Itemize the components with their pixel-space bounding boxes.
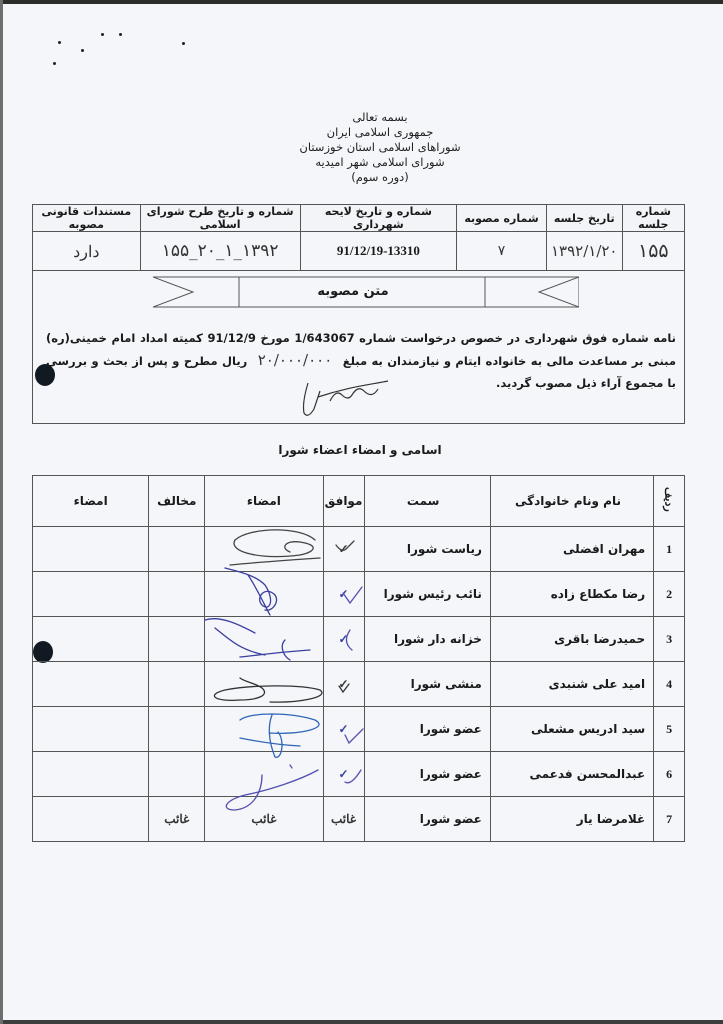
- oppose-cell: [149, 707, 205, 752]
- header-signature: امضاء: [205, 476, 323, 527]
- oppose-cell: [149, 662, 205, 707]
- legal-documents-value: دارد: [33, 232, 141, 271]
- header-municipality-bill: شماره و تاریخ لایحه شهرداری: [300, 205, 456, 232]
- header-index-label: ردیف: [662, 486, 675, 512]
- signature-2-cell: [33, 572, 149, 617]
- row-index: 3: [654, 617, 685, 662]
- header-signature-2: امضاء: [33, 476, 149, 527]
- member-name: سید ادریس مشعلی: [490, 707, 653, 752]
- oppose-cell: [149, 617, 205, 662]
- row-index: 4: [654, 662, 685, 707]
- handwritten-amount: ۲۰/۰۰۰/۰۰۰: [257, 351, 333, 369]
- header-line-country: جمهوری اسلامی ایران: [326, 125, 434, 139]
- session-number-value: ۱۵۵: [622, 232, 684, 271]
- letterhead: [260, 110, 500, 185]
- member-role: عضو شورا: [364, 797, 490, 842]
- member-role: عضو شورا: [364, 752, 490, 797]
- table-row: [33, 752, 685, 797]
- header-line-province: شوراهای اسلامی استان خوزستان: [299, 140, 461, 154]
- signature-cell: [205, 572, 323, 617]
- agree-mark: ✓: [323, 752, 364, 797]
- scan-speck: [58, 41, 61, 44]
- resolution-text-part2: ریال مطرح و پس از بحث و بررسی با مجموع آراء ذیل مصوب گردید.: [46, 354, 676, 390]
- signature-cell: [205, 617, 323, 662]
- signature-2-cell: [33, 662, 149, 707]
- scan-speck: [119, 33, 122, 36]
- amount-words-scribble: [304, 381, 389, 415]
- scan-edge-left: [0, 0, 3, 1024]
- agree-mark: ✓: [323, 707, 364, 752]
- signature-2-cell: [33, 752, 149, 797]
- row-index: 2: [654, 572, 685, 617]
- member-name: امید علی شنبدی: [490, 662, 653, 707]
- scan-speck: [81, 49, 84, 52]
- header-council-plan: شماره و تاریخ طرح شورای اسلامی: [140, 205, 300, 232]
- handwritten-amount-in-words: [288, 375, 408, 423]
- table-row: [33, 617, 685, 662]
- member-name: حمیدرضا باقری: [490, 617, 653, 662]
- header-name: نام ونام خانوادگی: [490, 476, 653, 527]
- header-role: سمت: [364, 476, 490, 527]
- member-name: غلامرضا یار: [490, 797, 653, 842]
- municipality-bill-value: 91/12/19-13310: [300, 232, 456, 271]
- oppose-cell: [149, 752, 205, 797]
- table-row: [33, 662, 685, 707]
- session-date-value: ۱۳۹۲/۱/۲۰: [546, 232, 622, 271]
- signature-cell: [205, 752, 323, 797]
- header-line-city: شورای اسلامی شهر امیدیه: [315, 155, 445, 169]
- member-name: مهران افضلی: [490, 527, 653, 572]
- resolution-number-value: ۷: [457, 232, 547, 271]
- scan-speck: [101, 33, 104, 36]
- member-role: خزانه دار شورا: [364, 617, 490, 662]
- absent-mark: غائب: [323, 797, 364, 842]
- banner-left-tail: [153, 277, 193, 307]
- member-name: عبدالمحسن فدعمی: [490, 752, 653, 797]
- session-info-table: [32, 204, 685, 271]
- table-row: [33, 797, 685, 842]
- header-resolution-number: شماره مصوبه: [457, 205, 547, 232]
- agree-mark: ✓: [323, 662, 364, 707]
- members-section-title: اسامی و امضاء اعضاء شورا: [278, 443, 442, 457]
- member-role: منشی شورا: [364, 662, 490, 707]
- resolution-text-part1: نامه شماره فوق شهرداری در خصوص درخواست شماره 1/643067 مورخ 91/12/9 کمیته امداد امام خمینی(ره) مبنی بر مساعدت مالی به خانواده ایتام و نیازمندان به مبلغ: [46, 331, 676, 368]
- member-role: ریاست شورا: [364, 527, 490, 572]
- table-row: [33, 527, 685, 572]
- header-session-date: تاریخ جلسه: [546, 205, 622, 232]
- resolution-title: متن مصوبه: [317, 284, 389, 299]
- oppose-cell: [149, 572, 205, 617]
- header-agree: موافق: [323, 476, 364, 527]
- council-plan-value: ۱۳۹۲_۱_۲۰_۱۵۵: [140, 232, 300, 271]
- header-index: [654, 476, 685, 527]
- row-index: 5: [654, 707, 685, 752]
- member-role: عضو شورا: [364, 707, 490, 752]
- agree-mark: ✓: [323, 527, 364, 572]
- row-index: 7: [654, 797, 685, 842]
- absent-mark: غائب: [205, 797, 323, 842]
- signature-2-cell: [33, 527, 149, 572]
- signature-cell: [205, 662, 323, 707]
- resolution-text-box: [32, 265, 685, 424]
- table-row: [33, 707, 685, 752]
- scan-speck: [182, 42, 185, 45]
- member-name: رضا مکطاع زاده: [490, 572, 653, 617]
- absent-mark: غائب: [149, 797, 205, 842]
- signature-2-cell: [33, 617, 149, 662]
- header-oppose: مخالف: [149, 476, 205, 527]
- banner-right-tail: [539, 277, 579, 307]
- council-members-table: [32, 475, 685, 842]
- signature-2-cell: [33, 797, 149, 842]
- agree-mark: ✓: [323, 572, 364, 617]
- header-line-basmala: بسمه تعالی: [352, 110, 408, 124]
- row-index: 6: [654, 752, 685, 797]
- header-session-number: شماره جلسه: [622, 205, 684, 232]
- member-role: نائب رئیس شورا: [364, 572, 490, 617]
- table-row: [33, 572, 685, 617]
- header-legal-documents: مستندات قانونی مصوبه: [33, 205, 141, 232]
- header-line-term: (دوره سوم): [351, 170, 409, 184]
- oppose-cell: [149, 527, 205, 572]
- scan-edge-bottom: [0, 1020, 723, 1024]
- signature-cell: [205, 707, 323, 752]
- scan-edge-top: [0, 0, 723, 4]
- signature-2-cell: [33, 707, 149, 752]
- scan-speck: [53, 62, 56, 65]
- row-index: 1: [654, 527, 685, 572]
- agree-mark: ✓: [323, 617, 364, 662]
- signature-cell: [205, 527, 323, 572]
